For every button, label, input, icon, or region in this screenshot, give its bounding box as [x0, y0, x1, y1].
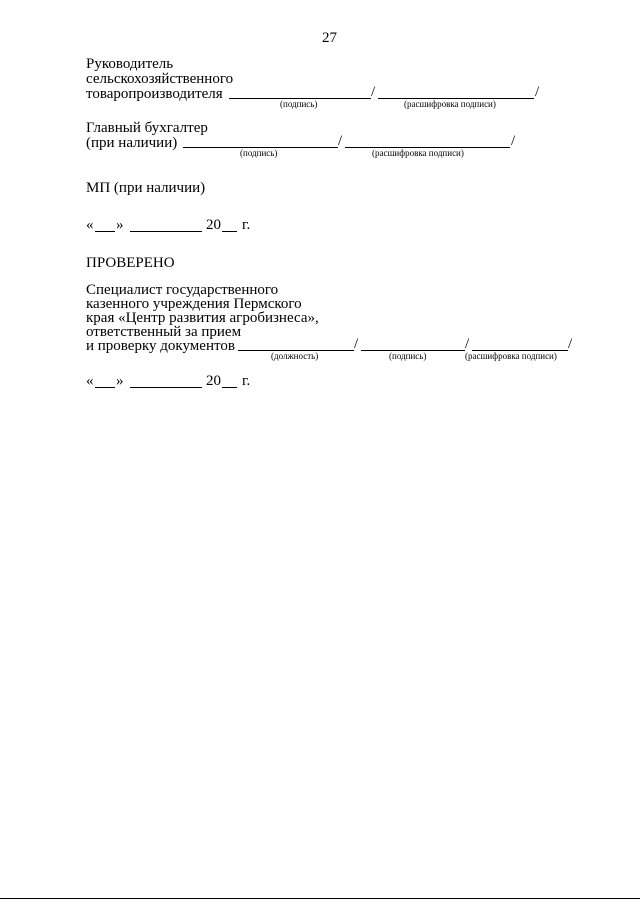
manager-caption-decoding: (расшифровка подписи) [404, 99, 496, 109]
date2-day-line [95, 387, 115, 388]
accountant-slash-2: / [511, 133, 516, 149]
date1-year-line [222, 231, 237, 232]
date2-month-line [130, 387, 202, 388]
verified-line4: ответственный за прием [86, 324, 242, 340]
verified-caption-decoding: (расшифровка подписи) [465, 351, 557, 361]
date2-close-quote: » [116, 373, 124, 389]
manager-slash-1: / [371, 84, 376, 100]
manager-slash-2: / [535, 84, 540, 100]
manager-label-line2: сельскохозяйственного [86, 71, 234, 87]
date2-suffix: г. [242, 373, 251, 389]
date1-close-quote: » [116, 217, 124, 233]
verified-slash-3: / [568, 336, 573, 352]
date2-open-quote: « [86, 373, 94, 389]
accountant-label-line1: Главный бухгалтер [86, 120, 208, 136]
accountant-caption-decoding: (расшифровка подписи) [372, 148, 464, 158]
accountant-caption-signature: (подпись) [240, 148, 278, 158]
manager-label-line3: товаропроизводителя [86, 86, 223, 102]
verified-caption-position: (должность) [271, 351, 319, 361]
stamp-label: МП (при наличии) [86, 180, 206, 196]
verified-line2: казенного учреждения Пермского [86, 296, 302, 312]
verified-line5: и проверку документов [86, 338, 235, 354]
verified-slash-1: / [354, 336, 359, 352]
verified-line1: Специалист государственного [86, 282, 279, 298]
date2-year-prefix: 20 [206, 373, 221, 389]
date1-suffix: г. [242, 217, 251, 233]
verified-heading: ПРОВЕРЕНО [86, 255, 175, 271]
accountant-slash-1: / [338, 133, 343, 149]
manager-label-line1: Руководитель [86, 56, 174, 72]
manager-caption-signature: (подпись) [280, 99, 318, 109]
page-bottom-rule [0, 898, 640, 899]
date2-year-line [222, 387, 237, 388]
page-number: 27 [322, 30, 337, 46]
verified-slash-2: / [465, 336, 470, 352]
verified-caption-signature: (подпись) [389, 351, 427, 361]
date1-year-prefix: 20 [206, 217, 221, 233]
date1-month-line [130, 231, 202, 232]
verified-line3: края «Центр развития агробизнеса», [86, 310, 319, 326]
date1-open-quote: « [86, 217, 94, 233]
accountant-label-line2: (при наличии) [86, 135, 178, 151]
date1-day-line [95, 231, 115, 232]
